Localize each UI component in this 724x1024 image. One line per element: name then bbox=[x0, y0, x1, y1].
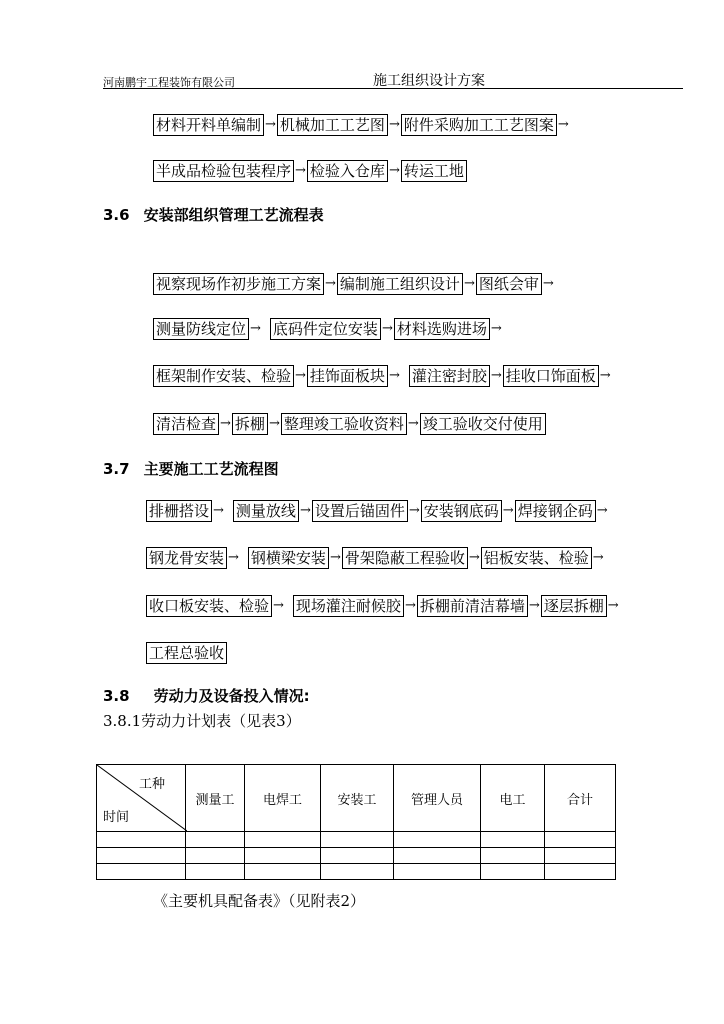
table-row bbox=[97, 832, 616, 848]
arrow-icon: → bbox=[213, 503, 224, 518]
flow-36-row1 bbox=[153, 273, 555, 295]
flow-step: 材料开料单编制 bbox=[153, 114, 264, 136]
table-cell bbox=[186, 832, 245, 848]
flow-step: 半成品检验包装程序 bbox=[153, 160, 294, 182]
arrow-icon: → bbox=[273, 598, 284, 613]
flow-37-row2 bbox=[146, 547, 605, 569]
labor-plan-table bbox=[96, 764, 616, 880]
arrow-icon: → bbox=[607, 598, 619, 613]
section-3-7-heading bbox=[103, 458, 279, 479]
document-title: 施工组织设计方案 bbox=[373, 73, 485, 89]
flow-step: 测量放线 bbox=[233, 500, 299, 522]
arrow-icon: → bbox=[557, 117, 569, 132]
arrow-icon: → bbox=[329, 550, 341, 565]
subsection-3-8-1: 3.8.1劳动力计划表（见表3） bbox=[103, 712, 301, 730]
table-cell bbox=[545, 864, 616, 880]
table-row bbox=[97, 864, 616, 880]
arrow-icon: → bbox=[299, 503, 311, 518]
column-header: 管理人员 bbox=[394, 765, 481, 832]
flow-step: 排栅搭设 bbox=[146, 500, 212, 522]
section-title: 主要施工工艺流程图 bbox=[143, 460, 279, 478]
arrow-icon: → bbox=[404, 598, 416, 613]
flow-top-row1 bbox=[153, 114, 570, 136]
arrow-icon: → bbox=[220, 416, 231, 431]
table-cell bbox=[545, 848, 616, 864]
table-cell bbox=[245, 848, 321, 864]
flow-step: 视察现场作初步施工方案 bbox=[153, 273, 324, 295]
flow-step: 工程总验收 bbox=[146, 642, 227, 664]
arrow-icon: → bbox=[295, 368, 306, 383]
flow-step: 安装钢底码 bbox=[421, 500, 502, 522]
table-cell bbox=[481, 848, 545, 864]
arrow-icon: → bbox=[265, 117, 276, 132]
flow-step: 焊接钢企码 bbox=[515, 500, 596, 522]
arrow-icon: → bbox=[490, 321, 502, 336]
table-cell bbox=[394, 848, 481, 864]
company-name: 河南鹏宇工程装饰有限公司 bbox=[103, 76, 235, 89]
arrow-icon: → bbox=[381, 321, 393, 336]
column-header: 电焊工 bbox=[245, 765, 321, 832]
flow-step: 逐层拆棚 bbox=[541, 595, 607, 617]
flow-step: 拆棚 bbox=[232, 413, 268, 435]
flow-37-row1 bbox=[146, 500, 609, 522]
arrow-icon: → bbox=[268, 416, 280, 431]
table-cell bbox=[97, 864, 186, 880]
table-cell bbox=[245, 864, 321, 880]
flow-step: 图纸会审 bbox=[476, 273, 542, 295]
arrow-icon: → bbox=[592, 550, 604, 565]
flow-36-row4 bbox=[153, 413, 546, 435]
arrow-icon: → bbox=[502, 503, 514, 518]
arrow-icon: → bbox=[388, 117, 400, 132]
flow-step: 现场灌注耐候胶 bbox=[293, 595, 404, 617]
flow-step: 框架制作安装、检验 bbox=[153, 365, 294, 387]
table-cell bbox=[186, 864, 245, 880]
arrow-icon: → bbox=[228, 550, 239, 565]
flow-step: 机械加工工艺图 bbox=[277, 114, 388, 136]
table-cell bbox=[97, 848, 186, 864]
section-title: 安装部组织管理工艺流程表 bbox=[143, 206, 324, 224]
arrow-icon: → bbox=[596, 503, 608, 518]
column-header: 安装工 bbox=[321, 765, 394, 832]
arrow-icon: → bbox=[463, 276, 475, 291]
flow-step: 铝板安装、检验 bbox=[481, 547, 592, 569]
flow-36-row3 bbox=[153, 365, 612, 387]
table-cell bbox=[481, 864, 545, 880]
arrow-icon: → bbox=[490, 368, 502, 383]
arrow-icon: → bbox=[388, 368, 400, 383]
table-cell bbox=[97, 832, 186, 848]
flow-step: 钢龙骨安装 bbox=[146, 547, 227, 569]
table-corner-cell bbox=[97, 765, 186, 832]
arrow-icon: → bbox=[295, 163, 306, 178]
arrow-icon: → bbox=[528, 598, 540, 613]
arrow-icon: → bbox=[542, 276, 554, 291]
flow-36-row2 bbox=[153, 318, 503, 340]
section-3-8-heading bbox=[103, 685, 310, 706]
flow-step: 钢横梁安装 bbox=[248, 547, 329, 569]
flow-step: 附件采购加工工艺图案 bbox=[401, 114, 557, 136]
arrow-icon: → bbox=[468, 550, 480, 565]
arrow-icon: → bbox=[599, 368, 611, 383]
section-number: 3.6 bbox=[103, 206, 130, 224]
flow-step: 检验入仓库 bbox=[307, 160, 388, 182]
flow-37-row4 bbox=[146, 642, 227, 664]
table-cell bbox=[321, 832, 394, 848]
flow-step: 竣工验收交付使用 bbox=[420, 413, 546, 435]
section-number: 3.8 bbox=[103, 687, 130, 705]
section-number: 3.7 bbox=[103, 460, 130, 478]
flow-step: 材料选购进场 bbox=[394, 318, 490, 340]
flow-step: 底码件定位安装 bbox=[270, 318, 381, 340]
flow-step: 清洁检查 bbox=[153, 413, 219, 435]
flow-step: 测量防线定位 bbox=[153, 318, 249, 340]
equipment-table-note: 《主要机具配备表》（见附表2） bbox=[153, 892, 366, 910]
flow-step: 转运工地 bbox=[401, 160, 467, 182]
table-cell bbox=[481, 832, 545, 848]
flow-step: 挂收口饰面板 bbox=[503, 365, 599, 387]
column-header: 合计 bbox=[545, 765, 616, 832]
table-cell bbox=[321, 848, 394, 864]
corner-label-time: 时间 bbox=[103, 810, 130, 825]
table-cell bbox=[245, 832, 321, 848]
arrow-icon: → bbox=[325, 276, 336, 291]
arrow-icon: → bbox=[408, 503, 420, 518]
header-divider bbox=[103, 88, 683, 89]
column-header: 电工 bbox=[481, 765, 545, 832]
corner-label-trade: 工种 bbox=[138, 777, 165, 792]
flow-top-row2 bbox=[153, 160, 467, 182]
flow-step: 整理竣工验收资料 bbox=[281, 413, 407, 435]
table-cell bbox=[394, 832, 481, 848]
column-header: 测量工 bbox=[186, 765, 245, 832]
table-header-row bbox=[97, 765, 616, 832]
flow-step: 设置后锚固件 bbox=[312, 500, 408, 522]
table-cell bbox=[394, 864, 481, 880]
section-title: 劳动力及设备投入情况: bbox=[153, 687, 310, 705]
table-cell bbox=[186, 848, 245, 864]
flow-step: 编制施工组织设计 bbox=[337, 273, 463, 295]
flow-step: 骨架隐蔽工程验收 bbox=[342, 547, 468, 569]
flow-step: 灌注密封胶 bbox=[409, 365, 490, 387]
flow-step: 挂饰面板块 bbox=[307, 365, 388, 387]
arrow-icon: → bbox=[407, 416, 419, 431]
table-row bbox=[97, 848, 616, 864]
arrow-icon: → bbox=[250, 321, 261, 336]
arrow-icon: → bbox=[388, 163, 400, 178]
table-cell bbox=[545, 832, 616, 848]
section-3-6-heading bbox=[103, 204, 324, 225]
flow-step: 拆棚前清洁幕墙 bbox=[417, 595, 528, 617]
flow-step: 收口板安装、检验 bbox=[146, 595, 272, 617]
table-cell bbox=[321, 864, 394, 880]
flow-37-row3 bbox=[146, 595, 620, 617]
